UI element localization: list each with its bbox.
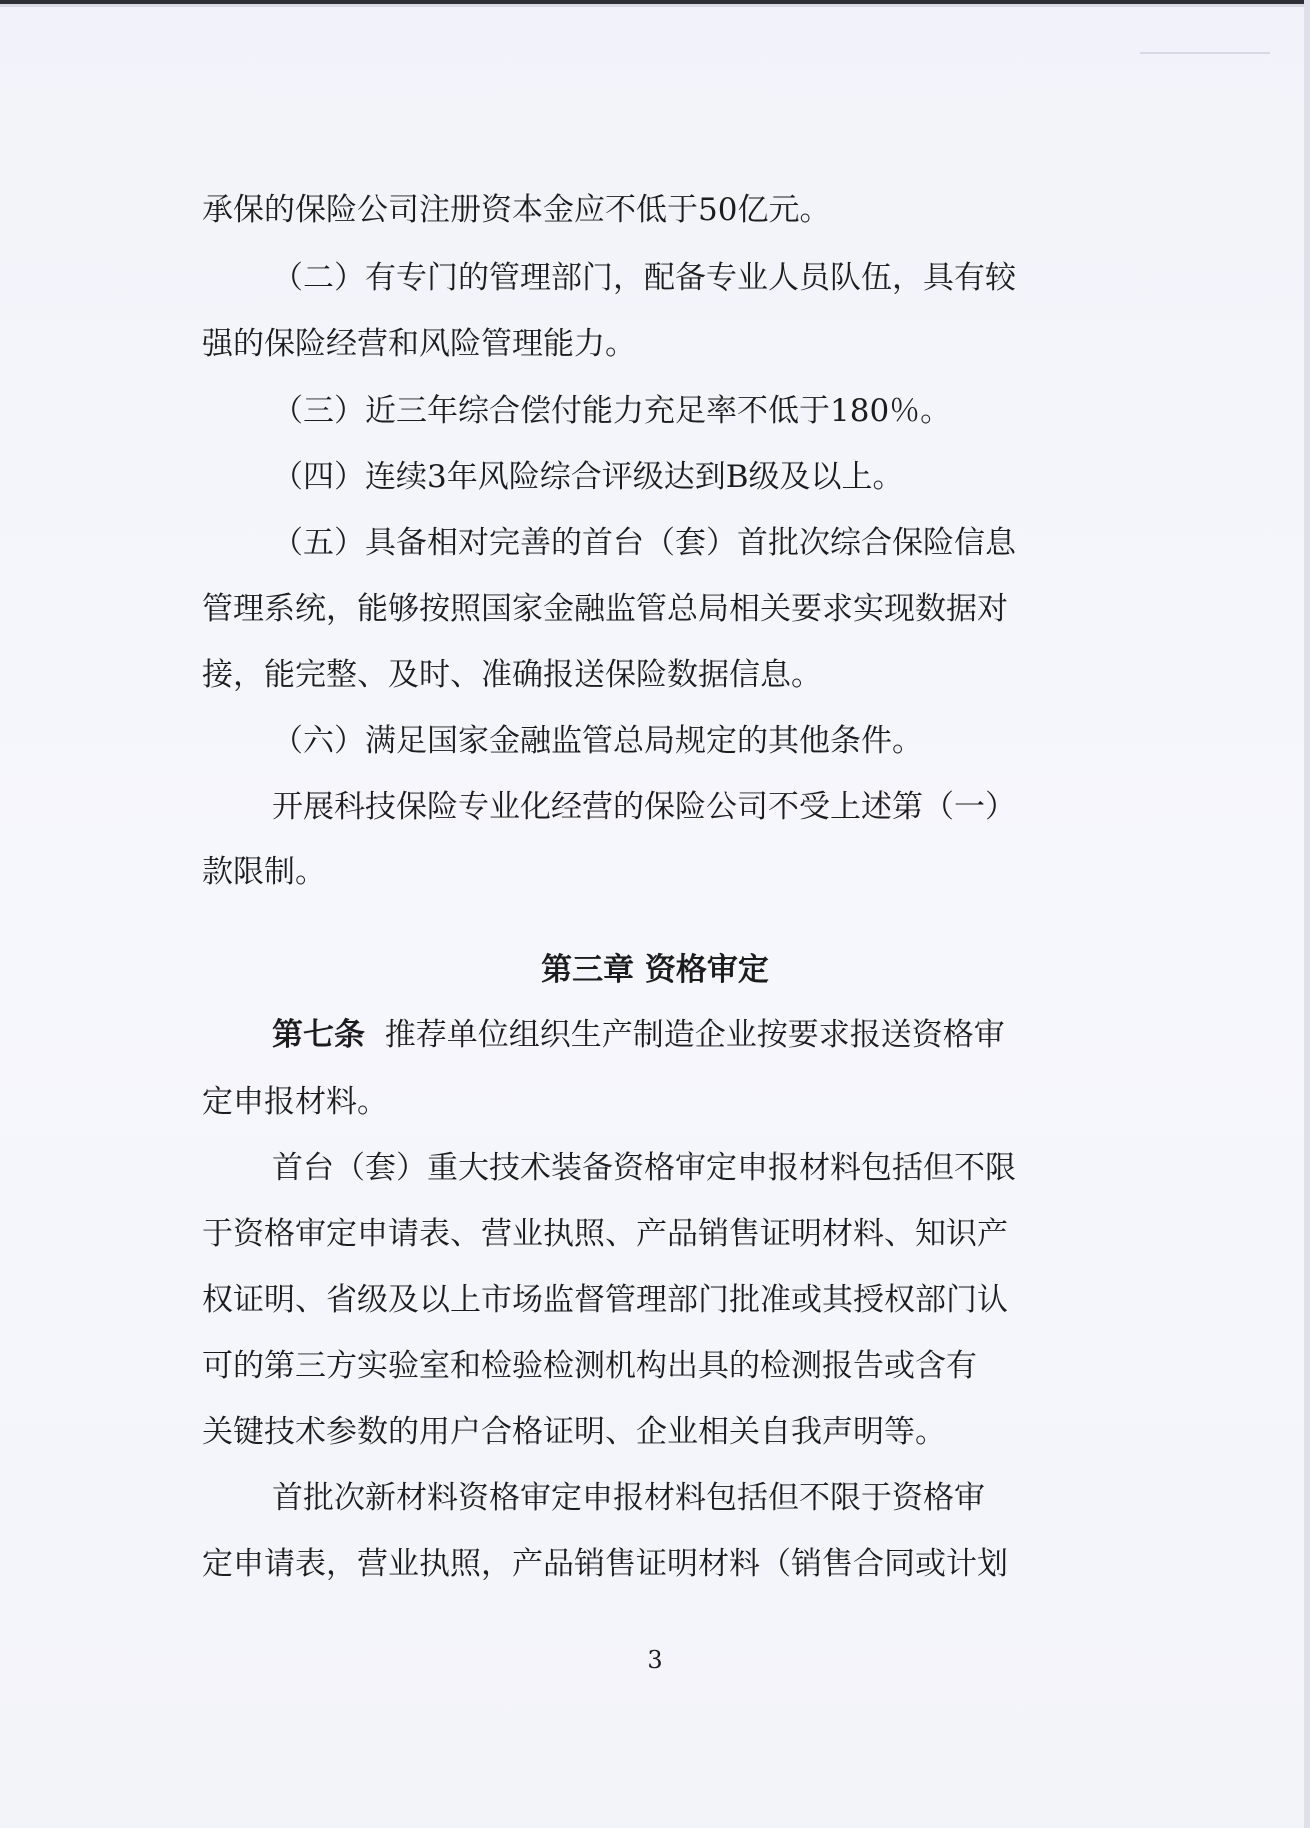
- text-line: （四）连续3年风险综合评级达到B级及以上。: [272, 459, 904, 495]
- scan-right-edge: [1304, 0, 1310, 1828]
- page-number: 3: [647, 1646, 663, 1674]
- article-first-line: [272, 1015, 1005, 1055]
- text-line: （五）具备相对完善的首台（套）首批次综合保险信息: [272, 525, 1016, 561]
- text-line: 强的保险经营和风险管理能力。: [202, 326, 636, 362]
- text-line: （三）近三年综合偿付能力充足率不低于180％。: [272, 393, 952, 429]
- text-line: 接，能完整、及时、准确报送保险数据信息。: [202, 657, 822, 693]
- text-line: 首批次新材料资格审定申报材料包括但不限于资格审: [272, 1480, 985, 1516]
- text-line: 定申请表，营业执照，产品销售证明材料（销售合同或计划: [202, 1546, 1008, 1582]
- text-line: 管理系统，能够按照国家金融监管总局相关要求实现数据对: [202, 591, 1008, 627]
- text-line: 可的第三方实验室和检验检测机构出具的检测报告或含有: [202, 1348, 977, 1384]
- text-line: 关键技术参数的用户合格证明、企业相关自我声明等。: [202, 1414, 946, 1450]
- text-line: 权证明、省级及以上市场监督管理部门批准或其授权部门认: [202, 1282, 1008, 1318]
- article-first-line-text: 推荐单位组织生产制造企业按要求报送资格审: [384, 1017, 1005, 1053]
- text-line: 首台（套）重大技术装备资格审定申报材料包括但不限: [272, 1150, 1016, 1186]
- scan-artifact-line: [1140, 52, 1270, 54]
- text-line: 定申报材料。: [202, 1084, 388, 1120]
- scan-top-edge: [0, 0, 1310, 4]
- text-line: 承保的保险公司注册资本金应不低于50亿元。: [202, 192, 831, 228]
- text-line: 开展科技保险专业化经营的保险公司不受上述第（一）: [272, 789, 1016, 825]
- article-label: 第七条: [272, 1017, 365, 1053]
- text-line: （二）有专门的管理部门，配备专业人员队伍，具有较: [272, 260, 1016, 296]
- text-line: 于资格审定申请表、营业执照、产品销售证明材料、知识产: [202, 1216, 1008, 1252]
- text-line: （六）满足国家金融监管总局规定的其他条件。: [272, 723, 923, 759]
- text-line: 款限制。: [202, 854, 326, 890]
- chapter-heading: 第三章 资格审定: [541, 952, 769, 988]
